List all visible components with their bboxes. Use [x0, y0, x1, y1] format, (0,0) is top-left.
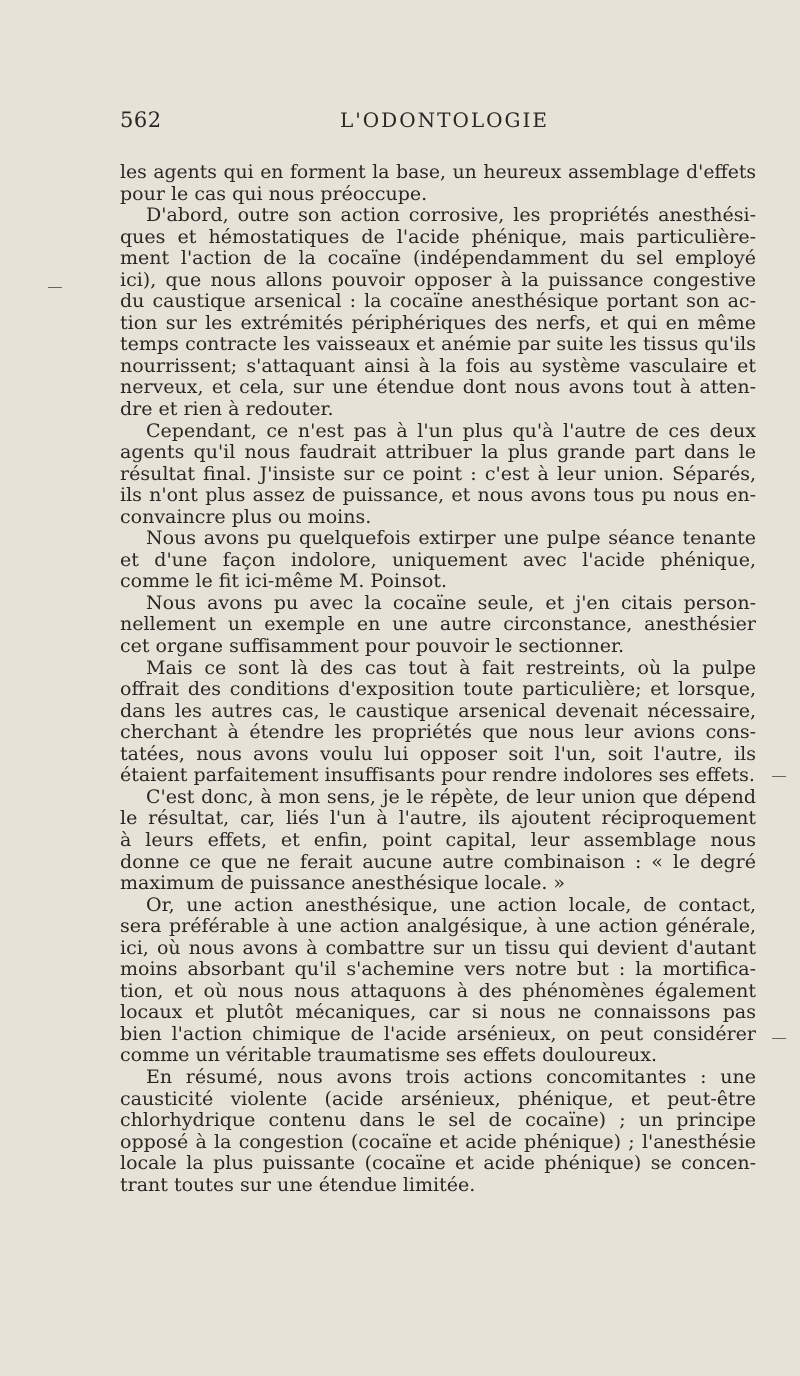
text-line: bien l'action chimique de l'acide arsénieux, on peut considérer [120, 1022, 756, 1045]
text-line: temps contracte les vaisseaux et anémie par suite les tissus qu'ils [120, 333, 756, 356]
text-line: Mais ce sont là des cas tout à fait restreints, où la pulpe [146, 656, 756, 679]
text-line: convaincre plus ou moins. [120, 505, 372, 528]
text-line: offrait des conditions d'exposition toute particulière; et lorsque, [120, 678, 756, 701]
text-line: comme le fit ici-même M. Poinsot. [120, 570, 448, 593]
text-line: et d'une façon indolore, uniquement avec l'acide phénique, [120, 548, 756, 571]
text-line: nellement un exemple en une autre circonstance, anesthésier [120, 613, 756, 636]
text-line: étaient parfaitement insuffisants pour rendre indolores ses effets. [120, 764, 755, 787]
text-line: Cependant, ce n'est pas à l'un plus qu'à l'autre de ces deux [146, 419, 756, 442]
text-line: trant toutes sur une étendue limitée. [120, 1173, 476, 1196]
text-line: nerveux, et cela, sur une étendue dont nous avons tout à atten- [120, 376, 756, 399]
page-number: 562 [120, 108, 162, 132]
text-line: résultat final. J'insiste sur ce point : c'est à leur union. Séparés, [120, 462, 756, 485]
text-line: locale la plus puissante (cocaïne et acide phénique) se concen- [120, 1152, 756, 1175]
text-line: tion, et où nous nous attaquons à des phénomènes également [120, 979, 756, 1002]
text-line: En résumé, nous avons trois actions concomitantes : une [146, 1065, 756, 1088]
text-line: cet organe suffisamment pour pouvoir le sectionner. [120, 635, 624, 658]
text-line: tion sur les extrémités périphériques des nerfs, et qui en même [120, 311, 756, 334]
text-line: maximum de puissance anesthésique locale. » [120, 872, 566, 895]
text-line: Or, une action anesthésique, une action locale, de contact, [146, 893, 756, 916]
text-line: moins absorbant qu'il s'achemine vers notre but : la mortifica- [120, 958, 756, 981]
text-line: opposé à la congestion (cocaïne et acide phénique) ; l'anesthésie [120, 1130, 756, 1153]
text-line: locaux et plutôt mécaniques, car si nous ne connaissons pas [120, 1001, 756, 1024]
body-text [120, 162, 756, 1196]
text-line: à leurs effets, et enfin, point capital, leur assemblage nous [120, 828, 756, 851]
text-line: ils n'ont plus assez de puissance, et nous avons tous pu nous en- [120, 484, 756, 507]
text-line: chlorhydrique contenu dans le sel de cocaïne) ; un principe [120, 1109, 756, 1132]
text-line: du caustique arsenical : la cocaïne anesthésique portant son ac- [120, 290, 756, 313]
margin-mark [772, 776, 786, 777]
text-line: donne ce que ne ferait aucune autre combinaison : « le degré [120, 850, 756, 873]
text-line: C'est donc, à mon sens, je le répète, de leur union que dépend [146, 785, 756, 808]
page-header [120, 108, 760, 138]
margin-mark [772, 1038, 786, 1039]
text-line: causticité violente (acide arsénieux, phénique, et peut-être [120, 1087, 756, 1110]
text-line: ment l'action de la cocaïne (indépendamment du sel employé [120, 247, 756, 270]
text-line: agents qu'il nous faudrait attribuer la plus grande part dans le [120, 441, 756, 464]
text-line: tatées, nous avons voulu lui opposer soit l'un, soit l'autre, ils [120, 742, 756, 765]
text-line: le résultat, car, liés l'un à l'autre, ils ajoutent réciproquement [120, 807, 756, 830]
text-line: Nous avons pu avec la cocaïne seule, et j'en citais person- [146, 591, 756, 614]
text-line: ici), que nous allons pouvoir opposer à la puissance congestive [120, 268, 756, 291]
text-line: ici, où nous avons à combattre sur un tissu qui devient d'autant [120, 936, 756, 959]
text-line: D'abord, outre son action corrosive, les propriétés anesthési- [146, 204, 756, 227]
text-line: comme un véritable traumatisme ses effets douloureux. [120, 1044, 658, 1067]
text-line: nourrissent; s'attaquant ainsi à la fois au système vasculaire et [120, 354, 756, 377]
running-head: L'ODONTOLOGIE [340, 108, 549, 132]
margin-mark [48, 287, 62, 288]
text-line: ques et hémostatiques de l'acide phénique, mais particulière- [120, 225, 756, 248]
text-line: cherchant à étendre les propriétés que nous leur avions cons- [120, 721, 756, 744]
text-line: les agents qui en forment la base, un heureux assemblage d'effets [120, 162, 756, 183]
text-line: dans les autres cas, le caustique arsenical devenait nécessaire, [120, 699, 756, 722]
text-line: sera préférable à une action analgésique, à une action générale, [120, 915, 756, 938]
text-line: pour le cas qui nous préoccupe. [120, 182, 428, 205]
text-line: dre et rien à redouter. [120, 398, 334, 421]
text-line: Nous avons pu quelquefois extirper une pulpe séance tenante [146, 527, 756, 550]
